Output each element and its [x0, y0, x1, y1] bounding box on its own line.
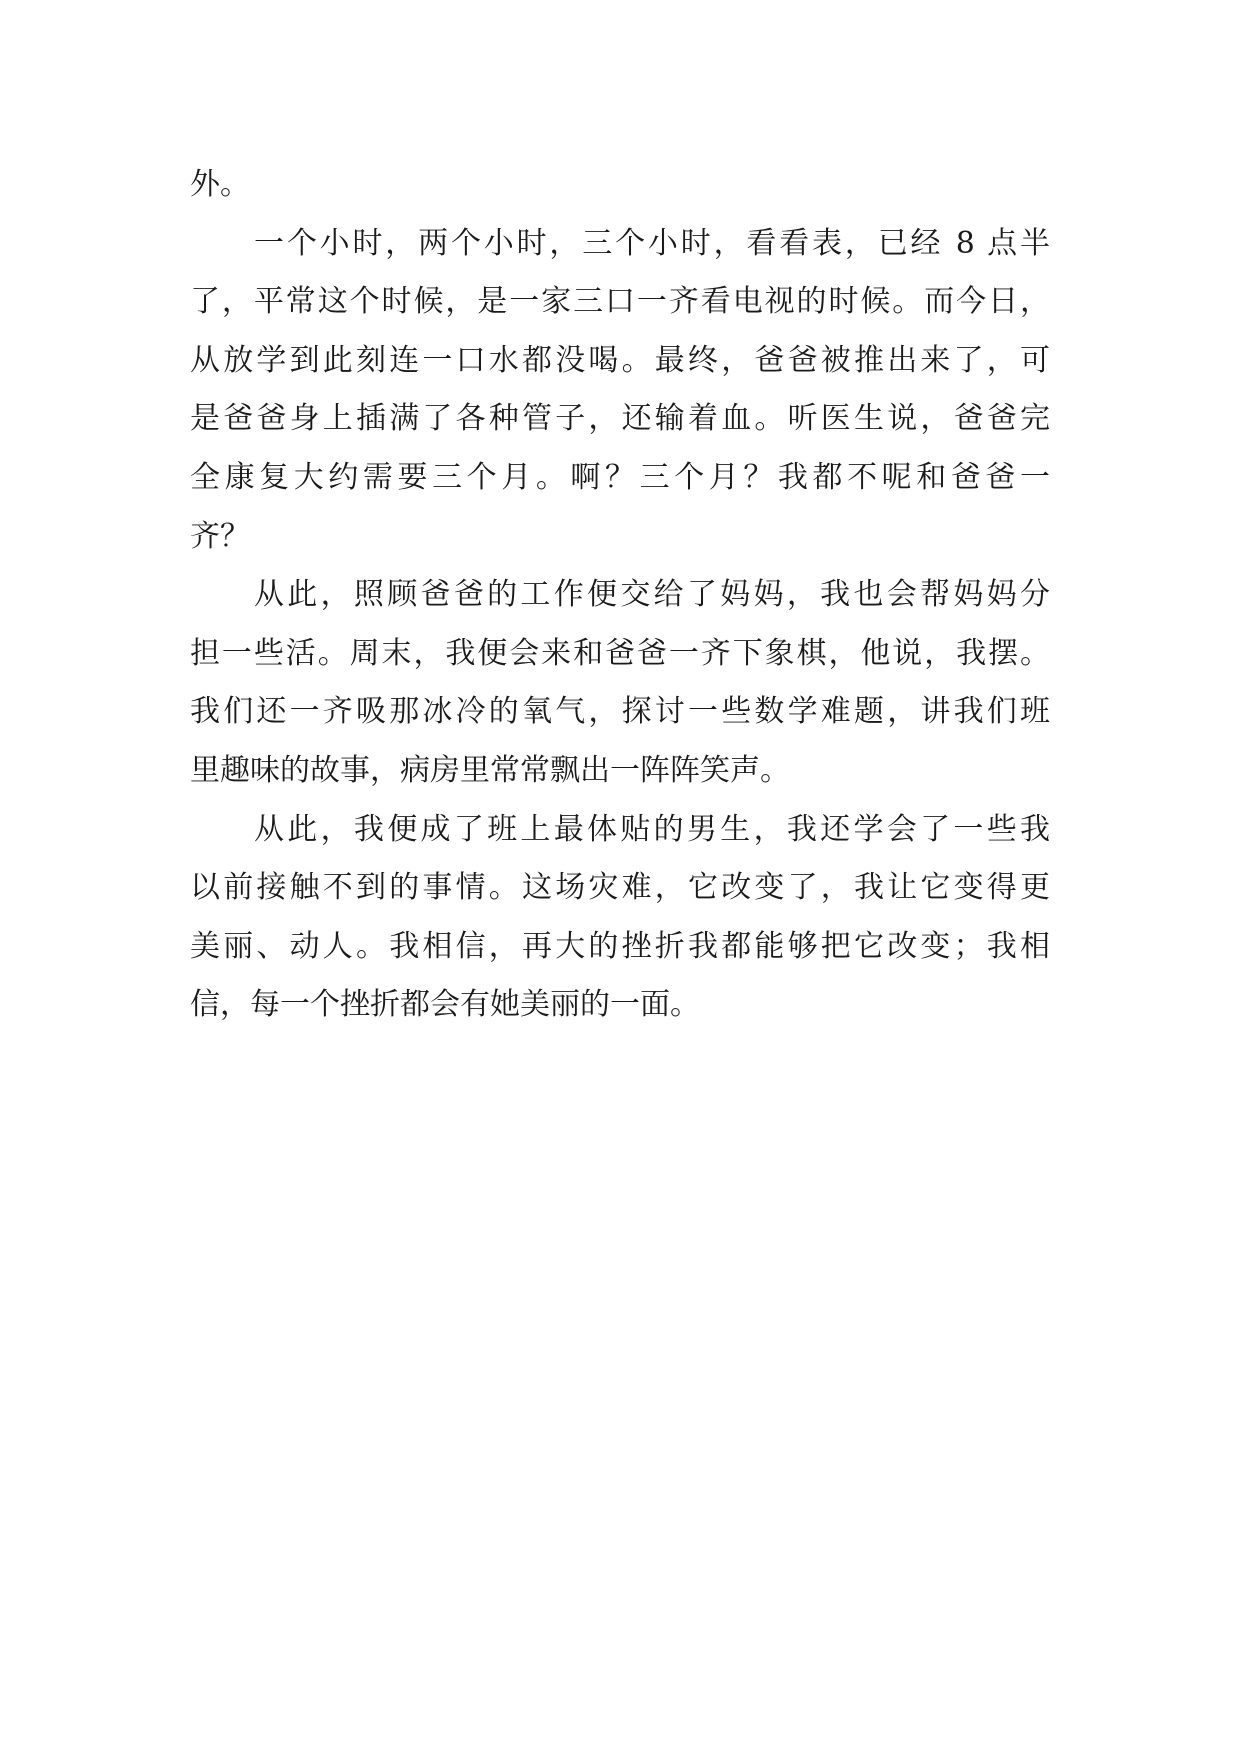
text-line: 从此，我便成了班上最体贴的男生，我还学会了一些我 [254, 811, 1050, 847]
text-line: 以前接触不到的事情。这场灾难，它改变了，我让它变得更 [190, 870, 1050, 906]
paragraph-1 [190, 156, 1050, 215]
document-body [190, 156, 1050, 1035]
text-line: 里趣味的故事，病房里常常飘出一阵阵笑声。 [190, 752, 790, 788]
text-line: 我们还一齐吸那冰冷的氧气，探讨一些数学难题，讲我们班 [190, 694, 1050, 730]
text-line: 齐？ [190, 518, 250, 554]
text-line: 担一些活。周末，我便会来和爸爸一齐下象棋，他说，我摆。 [190, 635, 1050, 671]
paragraph-2 [190, 215, 1050, 567]
text-line: 了，平常这个时候，是一家三口一齐看电视的时候。而今日， [190, 284, 1050, 320]
text-line: 信，每一个挫折都会有她美丽的一面。 [190, 987, 700, 1023]
paragraph-4 [190, 801, 1050, 1035]
text-line: 美丽、动人。我相信，再大的挫折我都能够把它改变；我相 [190, 928, 1050, 964]
text-line: 是爸爸身上插满了各种管子，还输着血。听医生说，爸爸完 [190, 401, 1050, 437]
text-line: 一个小时，两个小时，三个小时，看看表，已经 8 点半 [254, 225, 1050, 261]
text-line: 全康复大约需要三个月。啊？三个月？我都不呢和爸爸一 [190, 459, 1050, 495]
text-line: 从放学到此刻连一口水都没喝。最终，爸爸被推出来了，可 [190, 342, 1050, 378]
paragraph-3 [190, 566, 1050, 800]
text-line: 外。 [190, 167, 250, 202]
text-line: 从此，照顾爸爸的工作便交给了妈妈，我也会帮妈妈分 [254, 577, 1050, 613]
